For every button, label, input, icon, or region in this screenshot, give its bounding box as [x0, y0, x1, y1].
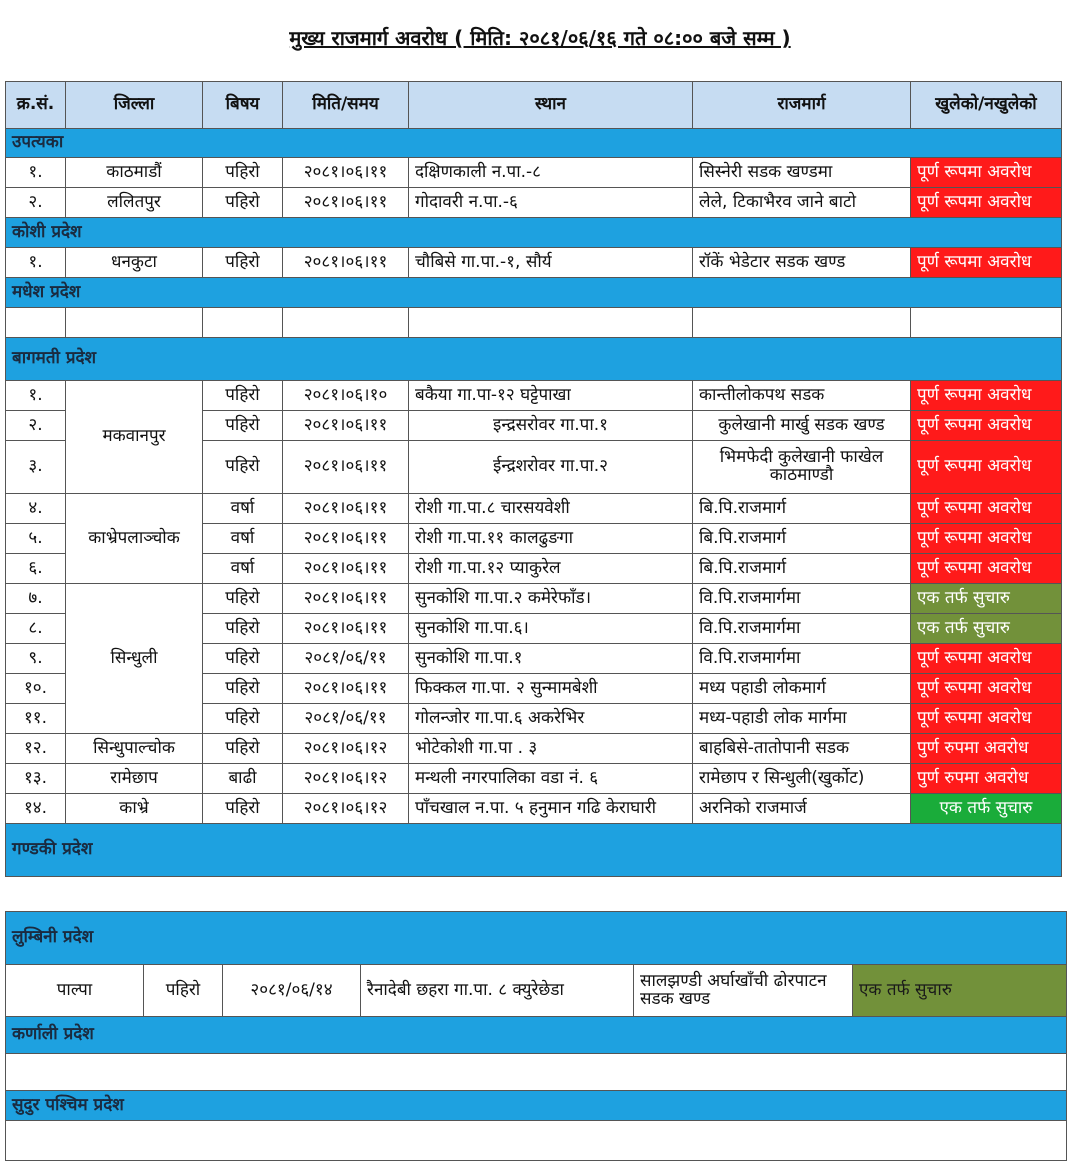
status-badge: पूर्ण रूपमा अवरोध	[911, 188, 1062, 218]
table-row-empty	[6, 1054, 1067, 1091]
empty-cell	[66, 308, 203, 338]
status-badge: एक तर्फ सुचारु	[853, 965, 1067, 1017]
cell-highway: मध्य-पहाडी लोक मार्गमा	[693, 704, 911, 734]
cell-date: २०८१।०६।११	[283, 524, 409, 554]
empty-cell	[6, 308, 66, 338]
roadblock-table-continued	[5, 911, 1067, 1161]
cell-place: गोदावरी न.पा.-६	[409, 188, 693, 218]
table-row	[6, 248, 1062, 278]
cell-district: काभ्रे	[66, 794, 203, 824]
header-subject: बिषय	[203, 82, 283, 129]
cell-sn: १.	[6, 381, 66, 411]
cell-date: २०८१/०६/१४	[223, 965, 361, 1017]
section-label: कर्णाली प्रदेश	[6, 1017, 1067, 1054]
cell-subject: पहिरो	[203, 734, 283, 764]
cell-sn: ४.	[6, 494, 66, 524]
table-row	[6, 494, 1062, 524]
cell-subject: पहिरो	[203, 794, 283, 824]
cell-highway: सिस्नेरी सडक खण्डमा	[693, 158, 911, 188]
status-badge: एक तर्फ सुचारु	[911, 794, 1062, 824]
status-badge: पुर्ण रुपमा अवरोध	[911, 764, 1062, 794]
page-title: मुख्य राजमार्ग अवरोध ( मिति: २०८१/०६/१६ गते ०८:०० बजे सम्म )	[289, 26, 791, 50]
cell-district: काभ्रेपलाञ्चोक	[66, 494, 203, 584]
status-badge: पूर्ण रूपमा अवरोध	[911, 381, 1062, 411]
cell-district: सिन्धुली	[66, 584, 203, 734]
section-label: गण्डकी प्रदेश	[6, 824, 1062, 877]
roadblock-table	[5, 81, 1062, 877]
header-district: जिल्ला	[66, 82, 203, 129]
cell-subject: पहिरो	[203, 644, 283, 674]
cell-highway: वि.पि.राजमार्गमा	[693, 584, 911, 614]
cell-place: सुनकोशि गा.पा.६।	[409, 614, 693, 644]
cell-district: पाल्पा	[6, 965, 144, 1017]
cell-highway: लेले, टिकाभैरव जाने बाटो	[693, 188, 911, 218]
cell-sn: ६.	[6, 554, 66, 584]
cell-district: रामेछाप	[66, 764, 203, 794]
cell-sn: ११.	[6, 704, 66, 734]
table-row	[6, 794, 1062, 824]
section-label: बागमती प्रदेश	[6, 338, 1062, 381]
header-place: स्थान	[409, 82, 693, 129]
section-gandaki	[6, 824, 1062, 877]
cell-date: २०८१।०६।११	[283, 248, 409, 278]
section-koshi	[6, 218, 1062, 248]
cell-sn: २.	[6, 188, 66, 218]
cell-sn: १२.	[6, 734, 66, 764]
cell-subject: वर्षा	[203, 524, 283, 554]
section-madhesh	[6, 278, 1062, 308]
section-sudur	[6, 1091, 1067, 1121]
cell-highway: कुलेखानी मार्खु सडक खण्ड	[693, 411, 911, 441]
cell-date: २०८१।०६।११	[283, 158, 409, 188]
cell-subject: पहिरो	[203, 411, 283, 441]
empty-cell	[6, 1121, 1067, 1161]
status-badge: पूर्ण रूपमा अवरोध	[911, 248, 1062, 278]
header-row	[6, 82, 1062, 129]
cell-place: मन्थली नगरपालिका वडा नं. ६	[409, 764, 693, 794]
status-badge: पूर्ण रूपमा अवरोध	[911, 158, 1062, 188]
status-badge: पूर्ण रूपमा अवरोध	[911, 674, 1062, 704]
empty-cell	[693, 308, 911, 338]
cell-date: २०८१।०६।१२	[283, 764, 409, 794]
cell-place: सुनकोशि गा.पा.२ कमेरेफाँड।	[409, 584, 693, 614]
cell-subject: वर्षा	[203, 554, 283, 584]
table-row	[6, 158, 1062, 188]
cell-date: २०८१।०६।११	[283, 494, 409, 524]
status-badge: पूर्ण रूपमा अवरोध	[911, 494, 1062, 524]
table-row-empty	[6, 308, 1062, 338]
cell-highway: अरनिको राजमार्ज	[693, 794, 911, 824]
section-bagmati	[6, 338, 1062, 381]
cell-sn: १३.	[6, 764, 66, 794]
cell-date: २०८१।०६।११	[283, 188, 409, 218]
table-row	[6, 188, 1062, 218]
header-status: खुलेको/नखुलेको	[911, 82, 1062, 129]
cell-highway: बि.पि.राजमार्ग	[693, 554, 911, 584]
cell-date: २०८१।०६।१२	[283, 734, 409, 764]
cell-place: ईन्द्रशरोवर गा.पा.२	[409, 441, 693, 494]
cell-subject: पहिरो	[203, 441, 283, 494]
section-lumbini	[6, 912, 1067, 965]
cell-subject: पहिरो	[203, 614, 283, 644]
table-row	[6, 965, 1067, 1017]
table-row-empty	[6, 1121, 1067, 1161]
cell-highway: बि.पि.राजमार्ग	[693, 494, 911, 524]
cell-subject: पहिरो	[203, 584, 283, 614]
status-badge: पूर्ण रूपमा अवरोध	[911, 704, 1062, 734]
cell-district: धनकुटा	[66, 248, 203, 278]
status-badge: पूर्ण रूपमा अवरोध	[911, 554, 1062, 584]
cell-sn: १.	[6, 158, 66, 188]
cell-place: रैनादेबी छहरा गा.पा. ८ क्युरेछेडा	[361, 965, 634, 1017]
empty-cell	[409, 308, 693, 338]
cell-subject: पहिरो	[203, 704, 283, 734]
cell-date: २०८१।०६।१०	[283, 381, 409, 411]
cell-place: रोशी गा.पा.१२ प्याकुरेल	[409, 554, 693, 584]
cell-sn: ९.	[6, 644, 66, 674]
cell-subject: बाढी	[203, 764, 283, 794]
empty-cell	[911, 308, 1062, 338]
cell-place: चौबिसे गा.पा.-१, सौर्य	[409, 248, 693, 278]
cell-sn: ३.	[6, 441, 66, 494]
table-row	[6, 734, 1062, 764]
status-badge: पूर्ण रूपमा अवरोध	[911, 644, 1062, 674]
cell-highway: रामेछाप र सिन्धुली(खुर्कोट)	[693, 764, 911, 794]
cell-sn: १.	[6, 248, 66, 278]
table-row	[6, 381, 1062, 411]
section-label: लुम्बिनी प्रदेश	[6, 912, 1067, 965]
section-label: मधेश प्रदेश	[6, 278, 1062, 308]
cell-highway: भिमफेदी कुलेखानी फाखेल काठमाण्डौ	[693, 441, 911, 494]
cell-sn: १०.	[6, 674, 66, 704]
cell-date: २०८१।०६।११	[283, 441, 409, 494]
cell-highway: सालझण्डी अर्घाखाँची ढोरपाटन सडक खण्ड	[634, 965, 853, 1017]
cell-place: इन्द्रसरोवर गा.पा.१	[409, 411, 693, 441]
cell-place: फिक्कल गा.पा. २ सुन्मामबेशी	[409, 674, 693, 704]
cell-district: मकवानपुर	[66, 381, 203, 494]
cell-date: २०८१।०६।११	[283, 614, 409, 644]
cell-highway: वि.पि.राजमार्गमा	[693, 644, 911, 674]
cell-place: गोलन्जोर गा.पा.६ अकरेभिर	[409, 704, 693, 734]
cell-sn: ८.	[6, 614, 66, 644]
cell-place: रोशी गा.पा.८ चारसयवेशी	[409, 494, 693, 524]
cell-place: रोशी गा.पा.११ कालढुङगा	[409, 524, 693, 554]
section-label: कोशी प्रदेश	[6, 218, 1062, 248]
status-badge: पुर्ण रुपमा अवरोध	[911, 734, 1062, 764]
table-row	[6, 764, 1062, 794]
cell-subject: पहिरो	[144, 965, 223, 1017]
table-row	[6, 584, 1062, 614]
cell-district: ललितपुर	[66, 188, 203, 218]
header-sn: क्र.सं.	[6, 82, 66, 129]
cell-highway: बि.पि.राजमार्ग	[693, 524, 911, 554]
cell-date: २०८१।०६।११	[283, 584, 409, 614]
cell-highway: रॉकें भेडेटार सडक खण्ड	[693, 248, 911, 278]
empty-cell	[283, 308, 409, 338]
section-label: सुदुर पश्चिम प्रदेश	[6, 1091, 1067, 1121]
section-karnali	[6, 1017, 1067, 1054]
status-badge: पूर्ण रूपमा अवरोध	[911, 524, 1062, 554]
cell-subject: पहिरो	[203, 158, 283, 188]
status-badge: पूर्ण रूपमा अवरोध	[911, 411, 1062, 441]
cell-place: दक्षिणकाली न.पा.-८	[409, 158, 693, 188]
cell-subject: पहिरो	[203, 188, 283, 218]
cell-district: सिन्धुपाल्चोक	[66, 734, 203, 764]
status-badge: एक तर्फ सुचारु	[911, 614, 1062, 644]
cell-date: २०८१।०६।११	[283, 411, 409, 441]
cell-sn: ७.	[6, 584, 66, 614]
cell-highway: कान्तीलोकपथ सडक	[693, 381, 911, 411]
cell-sn: २.	[6, 411, 66, 441]
cell-date: २०८१।०६।११	[283, 554, 409, 584]
empty-cell	[6, 1054, 1067, 1091]
cell-highway: मध्य पहाडी लोकमार्ग	[693, 674, 911, 704]
cell-subject: वर्षा	[203, 494, 283, 524]
cell-date: २०८१।०६।११	[283, 674, 409, 704]
header-highway: राजमार्ग	[693, 82, 911, 129]
header-date: मिति/समय	[283, 82, 409, 129]
cell-subject: पहिरो	[203, 674, 283, 704]
cell-date: २०८१।०६।१२	[283, 794, 409, 824]
cell-place: बकैया गा.पा-१२ घट्टेपाखा	[409, 381, 693, 411]
cell-sn: ५.	[6, 524, 66, 554]
status-badge: पूर्ण रूपमा अवरोध	[911, 441, 1062, 494]
cell-highway: बाहबिसे-तातोपानी सडक	[693, 734, 911, 764]
section-valley	[6, 129, 1062, 158]
cell-date: २०८१/०६/११	[283, 644, 409, 674]
cell-place: पाँचखाल न.पा. ५ हनुमान गढि केराघारी	[409, 794, 693, 824]
cell-highway: वि.पि.राजमार्गमा	[693, 614, 911, 644]
empty-cell	[203, 308, 283, 338]
cell-date: २०८१/०६/११	[283, 704, 409, 734]
section-label: उपत्यका	[6, 129, 1062, 158]
cell-place: सुनकोशि गा.पा.१	[409, 644, 693, 674]
cell-place: भोटेकोशी गा.पा . ३	[409, 734, 693, 764]
cell-district: काठमाडौं	[66, 158, 203, 188]
cell-subject: पहिरो	[203, 381, 283, 411]
cell-subject: पहिरो	[203, 248, 283, 278]
status-badge: एक तर्फ सुचारु	[911, 584, 1062, 614]
cell-sn: १४.	[6, 794, 66, 824]
